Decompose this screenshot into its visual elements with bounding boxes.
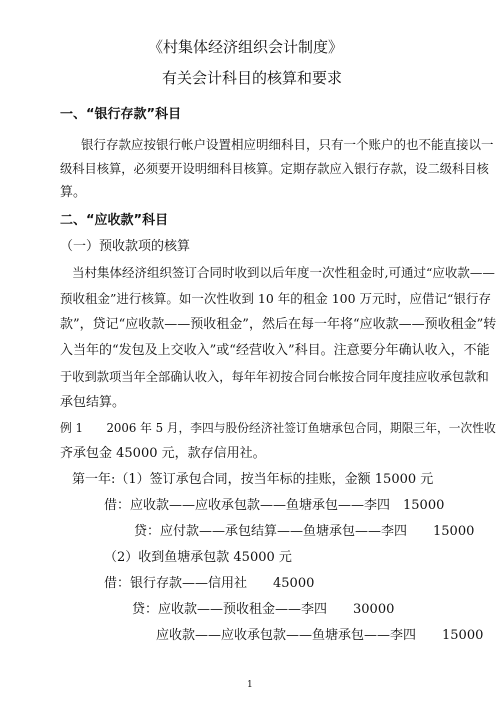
section-1-para-line: 银行存款应按银行帐户设置相应明细科目，只有一个账户的也不能直接以一 [81, 137, 494, 152]
journal-entry-credit: 应收款——应收承包款——鱼塘承包——李四 15000 [156, 628, 484, 643]
section-2-heading: 二、“应收款”科目 [60, 213, 169, 228]
section-2-para-line: 于收到款项当年全部确认收入，每年年初按合同台帐按合同年度挂应收承包款和 [60, 370, 489, 384]
example-step-2: （2）收到鱼塘承包款 45000 元 [104, 550, 292, 565]
journal-entry-credit: 贷：应收款——预收租金——李四 30000 [132, 602, 395, 617]
journal-entry-debit: 借：银行存款——信用社 45000 [104, 576, 315, 591]
example-line: 例 1 2006 年 5 月，李四与股份经济社签订鱼塘承包合同，期限三年，一次性收 [60, 421, 496, 435]
section-2-para-line: 承包结算。 [60, 395, 126, 410]
section-1-para-line: 级科目核算，必须要开设明细科目核算。定期存款应入银行存款，设二级科目核 [60, 162, 489, 176]
section-2-para-line: 款”，贷记“应收款——预收租金”，然后在每一年将“应收款——预收租金”转 [60, 317, 497, 332]
example-year-1: 第一年:（1）签订承包合同，按当年标的挂账，金额 15000 元 [72, 472, 434, 487]
document-subtitle: 有关会计科目的核算和要求 [162, 69, 343, 87]
section-2-para-line: 当村集体经济组织签订合同时收到以后年度一次性租金时,可通过“应收款—— [72, 265, 495, 280]
page-number: 1 [247, 680, 253, 690]
document-title: 《村集体经济组织会计制度》 [148, 38, 344, 56]
example-line: 齐承包金 45000 元，款存信用社。 [60, 446, 266, 461]
journal-entry-credit: 贷：应付款——承包结算——鱼塘承包——李四 15000 [134, 524, 475, 539]
section-2-subheading: （一）预收款项的核算 [60, 239, 191, 254]
section-2-para-line: 入当年的“发包及上交收入”或“经营收入”科目。注意要分年确认收入，不能 [60, 343, 490, 358]
journal-entry-debit: 借：应收款——应收承包款——鱼塘承包——李四 15000 [104, 498, 445, 513]
section-1-heading: 一、“银行存款”科目 [60, 107, 182, 122]
section-2-para-line: 预收租金”进行核算。如一次性收到 10 年的租金 100 万元时，应借记“银行存 [60, 291, 491, 306]
section-1-para-line: 算。 [60, 185, 87, 200]
